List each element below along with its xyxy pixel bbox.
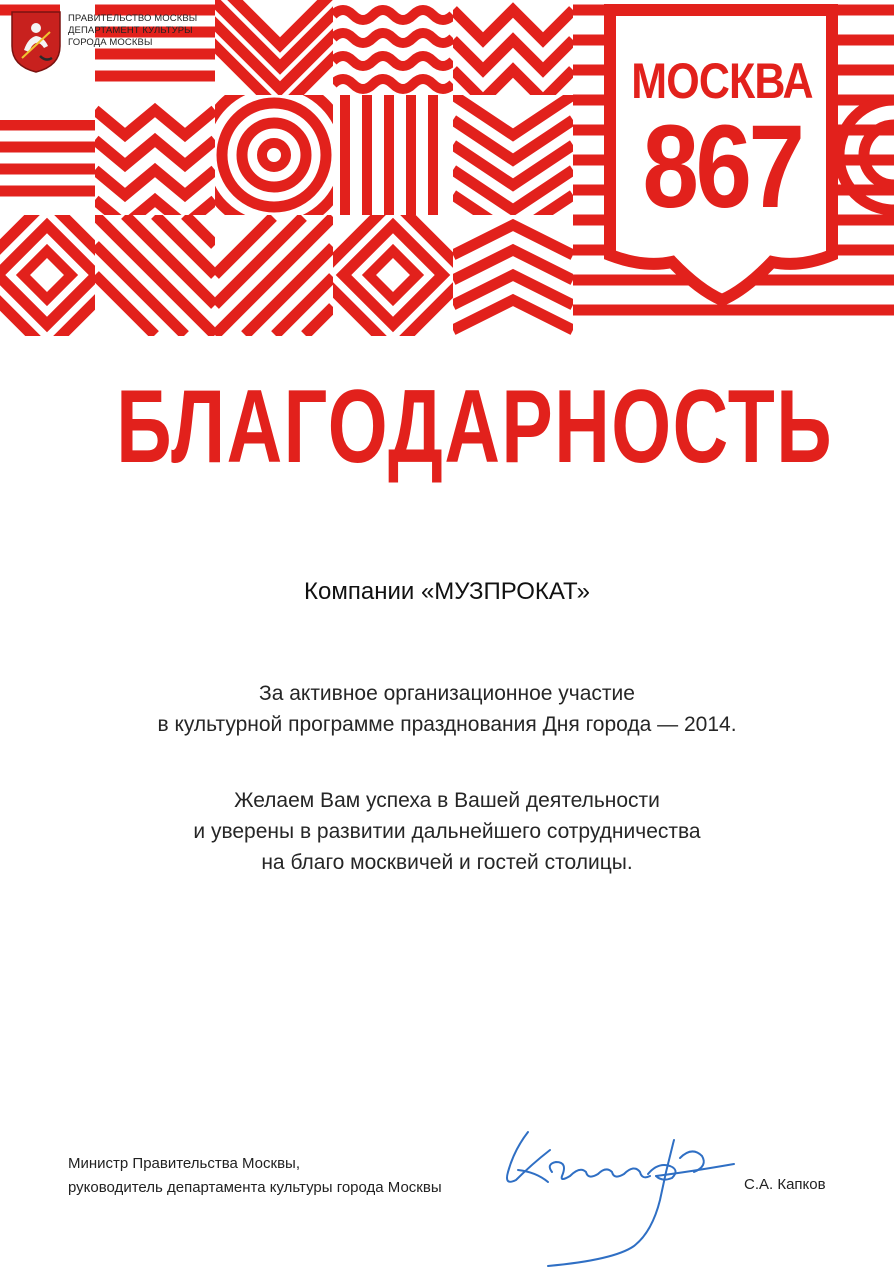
handwritten-signature	[488, 1120, 738, 1270]
gratitude-line-1: За активное организационное участие	[259, 682, 635, 705]
wishes-line-1: Желаем Вам успеха в Вашей деятельности	[234, 789, 660, 812]
organization-line-3: ГОРОДА МОСКВЫ	[68, 37, 153, 48]
wishes-paragraph	[0, 785, 894, 878]
organization-name	[68, 13, 197, 49]
gratitude-paragraph	[0, 678, 894, 740]
badge-number: 867	[642, 101, 802, 233]
signatory-position-line-1: Министр Правительства Москвы,	[68, 1155, 301, 1172]
certificate-title: БЛАГОДАРНОСТЬ	[116, 369, 834, 485]
recipient-name: Компании «МУЗПРОКАТ»	[304, 578, 590, 605]
signatory-name: С.А. Капков	[744, 1176, 826, 1193]
badge-city: МОСКВА	[631, 53, 813, 109]
organization-line-2: ДЕПАРТАМЕНТ КУЛЬТУРЫ	[68, 25, 193, 36]
wishes-line-3: на благо москвичей и гостей столицы.	[261, 851, 633, 874]
moscow-coat-of-arms-icon	[10, 10, 62, 74]
signatory-position	[68, 1152, 442, 1200]
signatory-position-line-2: руководитель департамента культуры города Москвы	[68, 1179, 442, 1196]
gratitude-line-2: в культурной программе празднования Дня города — 2014.	[157, 713, 737, 736]
organization-line-1: ПРАВИТЕЛЬСТВО МОСКВЫ	[68, 13, 198, 24]
wishes-line-2: и уверены в развитии дальнейшего сотрудничества	[193, 820, 701, 843]
